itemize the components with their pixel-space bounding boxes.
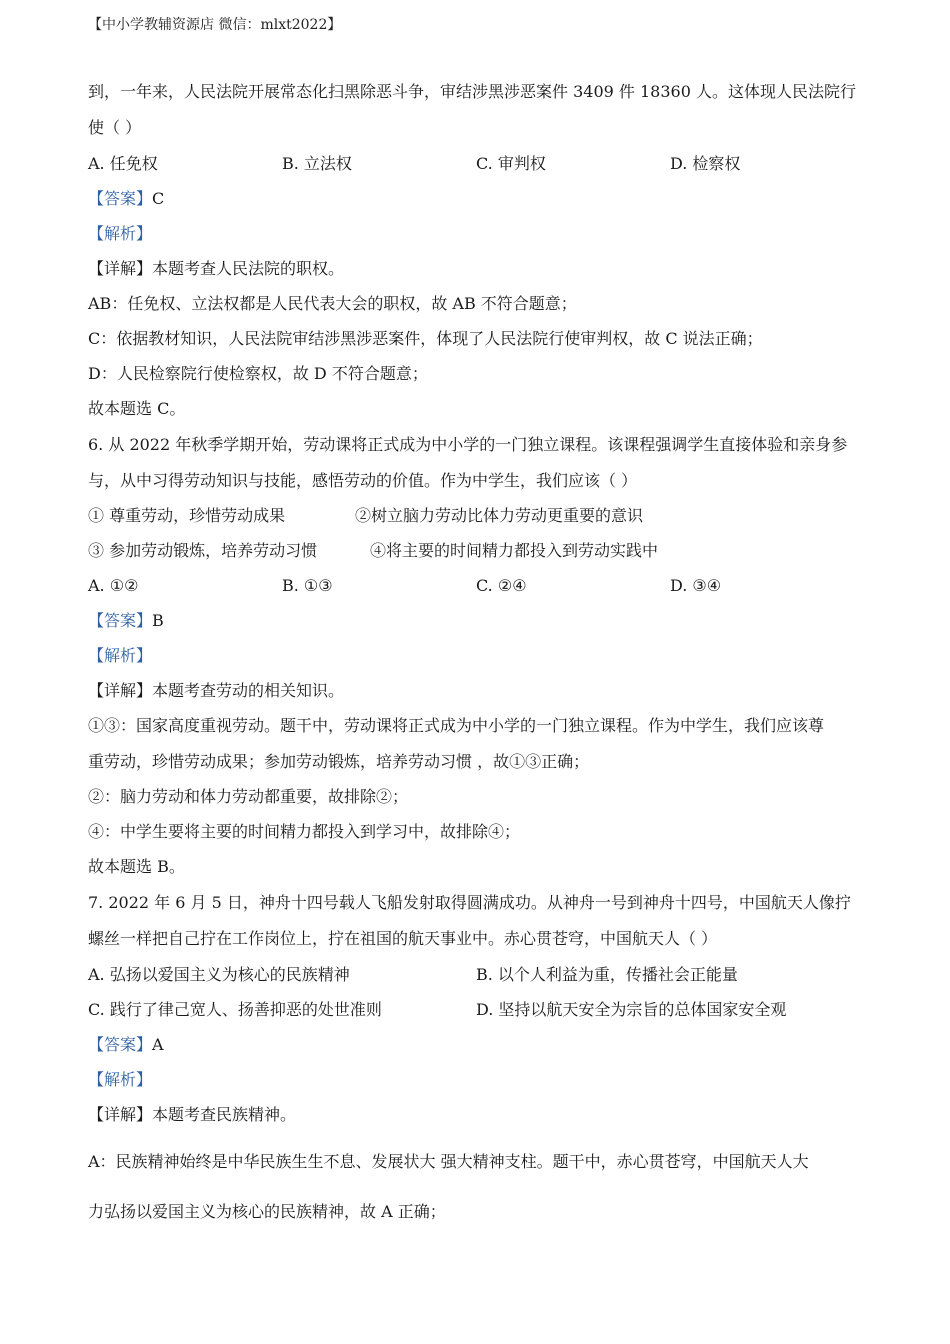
q5-explanation-line: C：依据教材知识，人民法院审结涉黑涉恶案件，体现了人民法院行使审判权，故 C 说法正确；	[88, 329, 763, 348]
q6-explanation-line: ②：脑力劳动和体力劳动都重要，故排除②；	[88, 787, 409, 806]
q7-stem-line-1: 7. 2022 年 6 月 5 日，神舟十四号载人飞船发射取得圆满成功。从神舟一号到神舟十四号，中国航天人像拧	[88, 893, 851, 912]
q6-item-2: ②树立脑力劳动比体力劳动更重要的意识	[355, 506, 644, 525]
q6-option-d: D. ③④	[670, 576, 722, 595]
q6-explanation-line: ④：中学生要将主要的时间精力都投入到学习中，故排除④；	[88, 822, 521, 841]
detail-tag: 【详解】	[88, 681, 153, 700]
answer-value: B	[152, 611, 164, 630]
q5-option-b: B. 立法权	[282, 154, 352, 173]
q6-option-c: C. ②④	[476, 576, 527, 595]
q7-analysis-tag: 【解析】	[88, 1070, 153, 1089]
q6-item-4: ④将主要的时间精力都投入到劳动实践中	[370, 541, 659, 560]
q5-analysis-tag: 【解析】	[88, 224, 153, 243]
q6-item-1: ① 尊重劳动，珍惜劳动成果	[88, 506, 286, 525]
answer-tag: 【答案】	[88, 1035, 153, 1054]
answer-value: C	[152, 189, 165, 208]
q5-answer	[88, 189, 164, 209]
q7-detail	[88, 1105, 296, 1125]
q5-stem-line-2: 使（ ）	[88, 118, 142, 137]
q6-explanation-line: ①③：国家高度重视劳动。题干中，劳动课将正式成为中小学的一门独立课程。作为中学生，我们应该尊	[88, 716, 825, 735]
answer-value: A	[152, 1035, 164, 1054]
q6-stem-line-2: 与，从中习得劳动知识与技能，感悟劳动的价值。作为中学生，我们应该（ ）	[88, 471, 638, 490]
q6-answer	[88, 611, 164, 631]
detail-tag: 【详解】	[88, 1105, 153, 1124]
q5-explanation-line: AB：任免权、立法权都是人民代表大会的职权，故 AB 不符合题意；	[88, 294, 577, 313]
q7-option-d: D. 坚持以航天安全为宗旨的总体国家安全观	[476, 1000, 787, 1019]
q5-option-c: C. 审判权	[476, 154, 546, 173]
detail-text: 本题考查民族精神。	[152, 1105, 297, 1124]
q6-conclusion: 故本题选 B。	[88, 857, 185, 876]
q6-detail	[88, 681, 344, 701]
q7-option-c: C. 践行了律己宽人、扬善抑恶的处世准则	[88, 1000, 382, 1019]
detail-text: 本题考查劳动的相关知识。	[152, 681, 345, 700]
q6-analysis-tag: 【解析】	[88, 646, 153, 665]
detail-tag: 【详解】	[88, 259, 153, 278]
q7-explanation-line: 力弘扬以爱国主义为核心的民族精神，故 A 正确；	[88, 1202, 446, 1221]
q5-conclusion: 故本题选 C。	[88, 399, 186, 418]
q5-stem-line-1: 到，一年来，人民法院开展常态化扫黑除恶斗争，审结涉黑涉恶案件 3409 件 18360 人。这体现人民法院行	[88, 82, 856, 101]
q5-option-d: D. 检察权	[670, 154, 741, 173]
q5-option-a: A. 任免权	[88, 154, 158, 173]
q6-explanation-line: 重劳动，珍惜劳动成果；参加劳动锻炼，培养劳动习惯 ，故①③正确；	[88, 752, 590, 771]
q7-answer	[88, 1035, 164, 1055]
q5-explanation-line: D：人民检察院行使检察权，故 D 不符合题意；	[88, 364, 428, 383]
q7-explanation-line: A：民族精神始终是中华民族生生不息、发展状大 强大精神支柱。题干中，赤心贯苍穹，中国航天人大	[88, 1152, 809, 1171]
answer-tag: 【答案】	[88, 189, 153, 208]
q7-option-a: A. 弘扬以爱国主义为核心的民族精神	[88, 965, 350, 984]
page-header: 【中小学教辅资源店 微信：mlxt2022】	[88, 17, 342, 33]
detail-text: 本题考查人民法院的职权。	[152, 259, 345, 278]
q6-stem-line-1: 6. 从 2022 年秋季学期开始，劳动课将正式成为中小学的一门独立课程。该课程强调学生直接体验和亲身参	[88, 435, 848, 454]
q6-option-a: A. ①②	[88, 576, 139, 595]
answer-tag: 【答案】	[88, 611, 153, 630]
q7-stem-line-2: 螺丝一样把自己拧在工作岗位上，拧在祖国的航天事业中。赤心贯苍穹，中国航天人（ ）	[88, 929, 718, 948]
q6-option-b: B. ①③	[282, 576, 333, 595]
q5-detail	[88, 259, 344, 279]
q7-option-b: B. 以个人利益为重，传播社会正能量	[476, 965, 738, 984]
q6-item-3: ③ 参加劳动锻炼，培养劳动习惯	[88, 541, 318, 560]
